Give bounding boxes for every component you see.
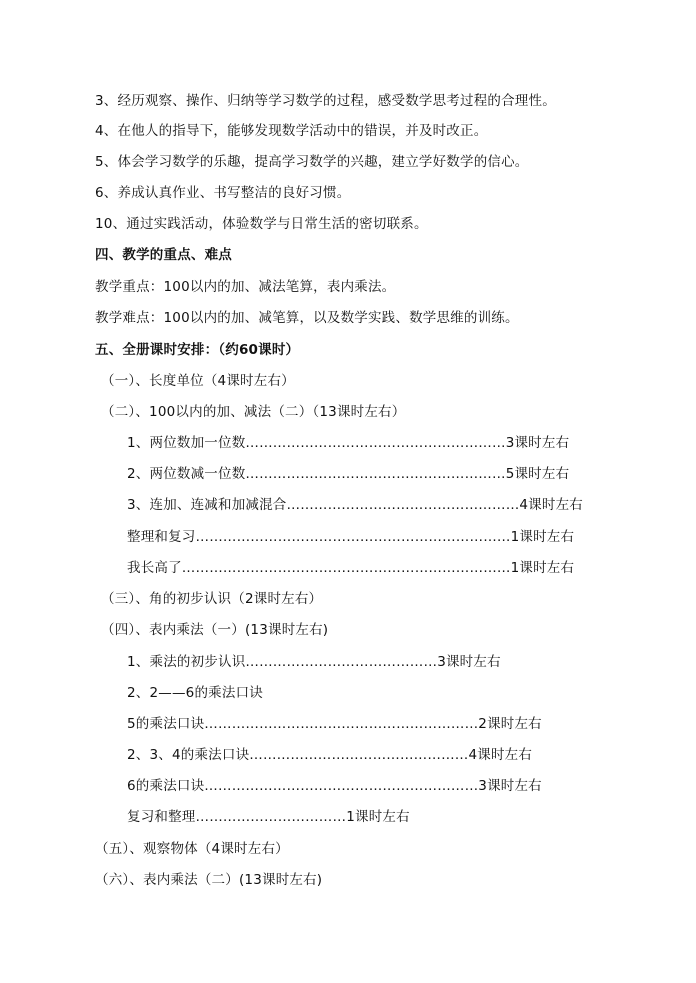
- unit-2-item: 1、两位数加一位数…………………………………………………3课时左右: [127, 435, 570, 451]
- unit-4-item: 5的乘法口诀……………………………………………………2课时左右: [127, 716, 542, 732]
- objective-item-10: 10、通过实践活动，体验数学与日常生活的密切联系。: [95, 216, 428, 232]
- difficulties: 教学难点：100以内的加、减笔算，以及数学实践、数学思维的训练。: [95, 310, 519, 326]
- objective-item-5: 5、体会学习数学的乐趣，提高学习数学的兴趣，建立学好数学的信心。: [95, 154, 529, 170]
- objective-item-4: 4、在他人的指导下，能够发现数学活动中的错误，并及时改正。: [95, 123, 488, 139]
- unit-2-item: 整理和复习……………………………………………………………1课时左右: [127, 529, 575, 545]
- unit-4-item: 1、乘法的初步认识……………………………………3课时左右: [127, 654, 501, 670]
- unit-5: （五）、观察物体（4课时左右）: [95, 841, 289, 857]
- unit-2-item: 我长高了………………………………………………………………1课时左右: [127, 560, 575, 576]
- unit-4-item: 2、2——6的乘法口诀: [127, 685, 263, 701]
- unit-3: （三）、角的初步认识（2课时左右）: [101, 591, 323, 607]
- unit-2: （二）、100以内的加、减法（二）（13课时左右）: [101, 404, 406, 420]
- section-4-heading: 四、教学的重点、难点: [95, 247, 232, 263]
- unit-4-item: 复习和整理……………………………1课时左右: [127, 809, 410, 825]
- unit-1: （一）、长度单位（4课时左右）: [101, 373, 295, 389]
- key-points: 教学重点：100以内的加、减法笔算，表内乘法。: [95, 279, 396, 295]
- objective-item-6: 6、养成认真作业、书写整洁的良好习惯。: [95, 185, 351, 201]
- unit-4-item: 2、3、4的乘法口诀…………………………………………4课时左右: [127, 747, 533, 763]
- section-5-heading: 五、全册课时安排：（约60课时）: [95, 342, 300, 358]
- unit-6: （六）、表内乘法（二）(13课时左右): [95, 872, 323, 888]
- unit-2-item: 3、连加、连减和加减混合……………………………………………4课时左右: [127, 497, 583, 513]
- unit-4: （四）、表内乘法（一）(13课时左右): [101, 622, 329, 638]
- objective-item-3: 3、经历观察、操作、归纳等学习数学的过程，感受数学思考过程的合理性。: [95, 93, 556, 109]
- unit-2-item: 2、两位数减一位数…………………………………………………5课时左右: [127, 466, 570, 482]
- unit-4-item: 6的乘法口诀……………………………………………………3课时左右: [127, 778, 542, 794]
